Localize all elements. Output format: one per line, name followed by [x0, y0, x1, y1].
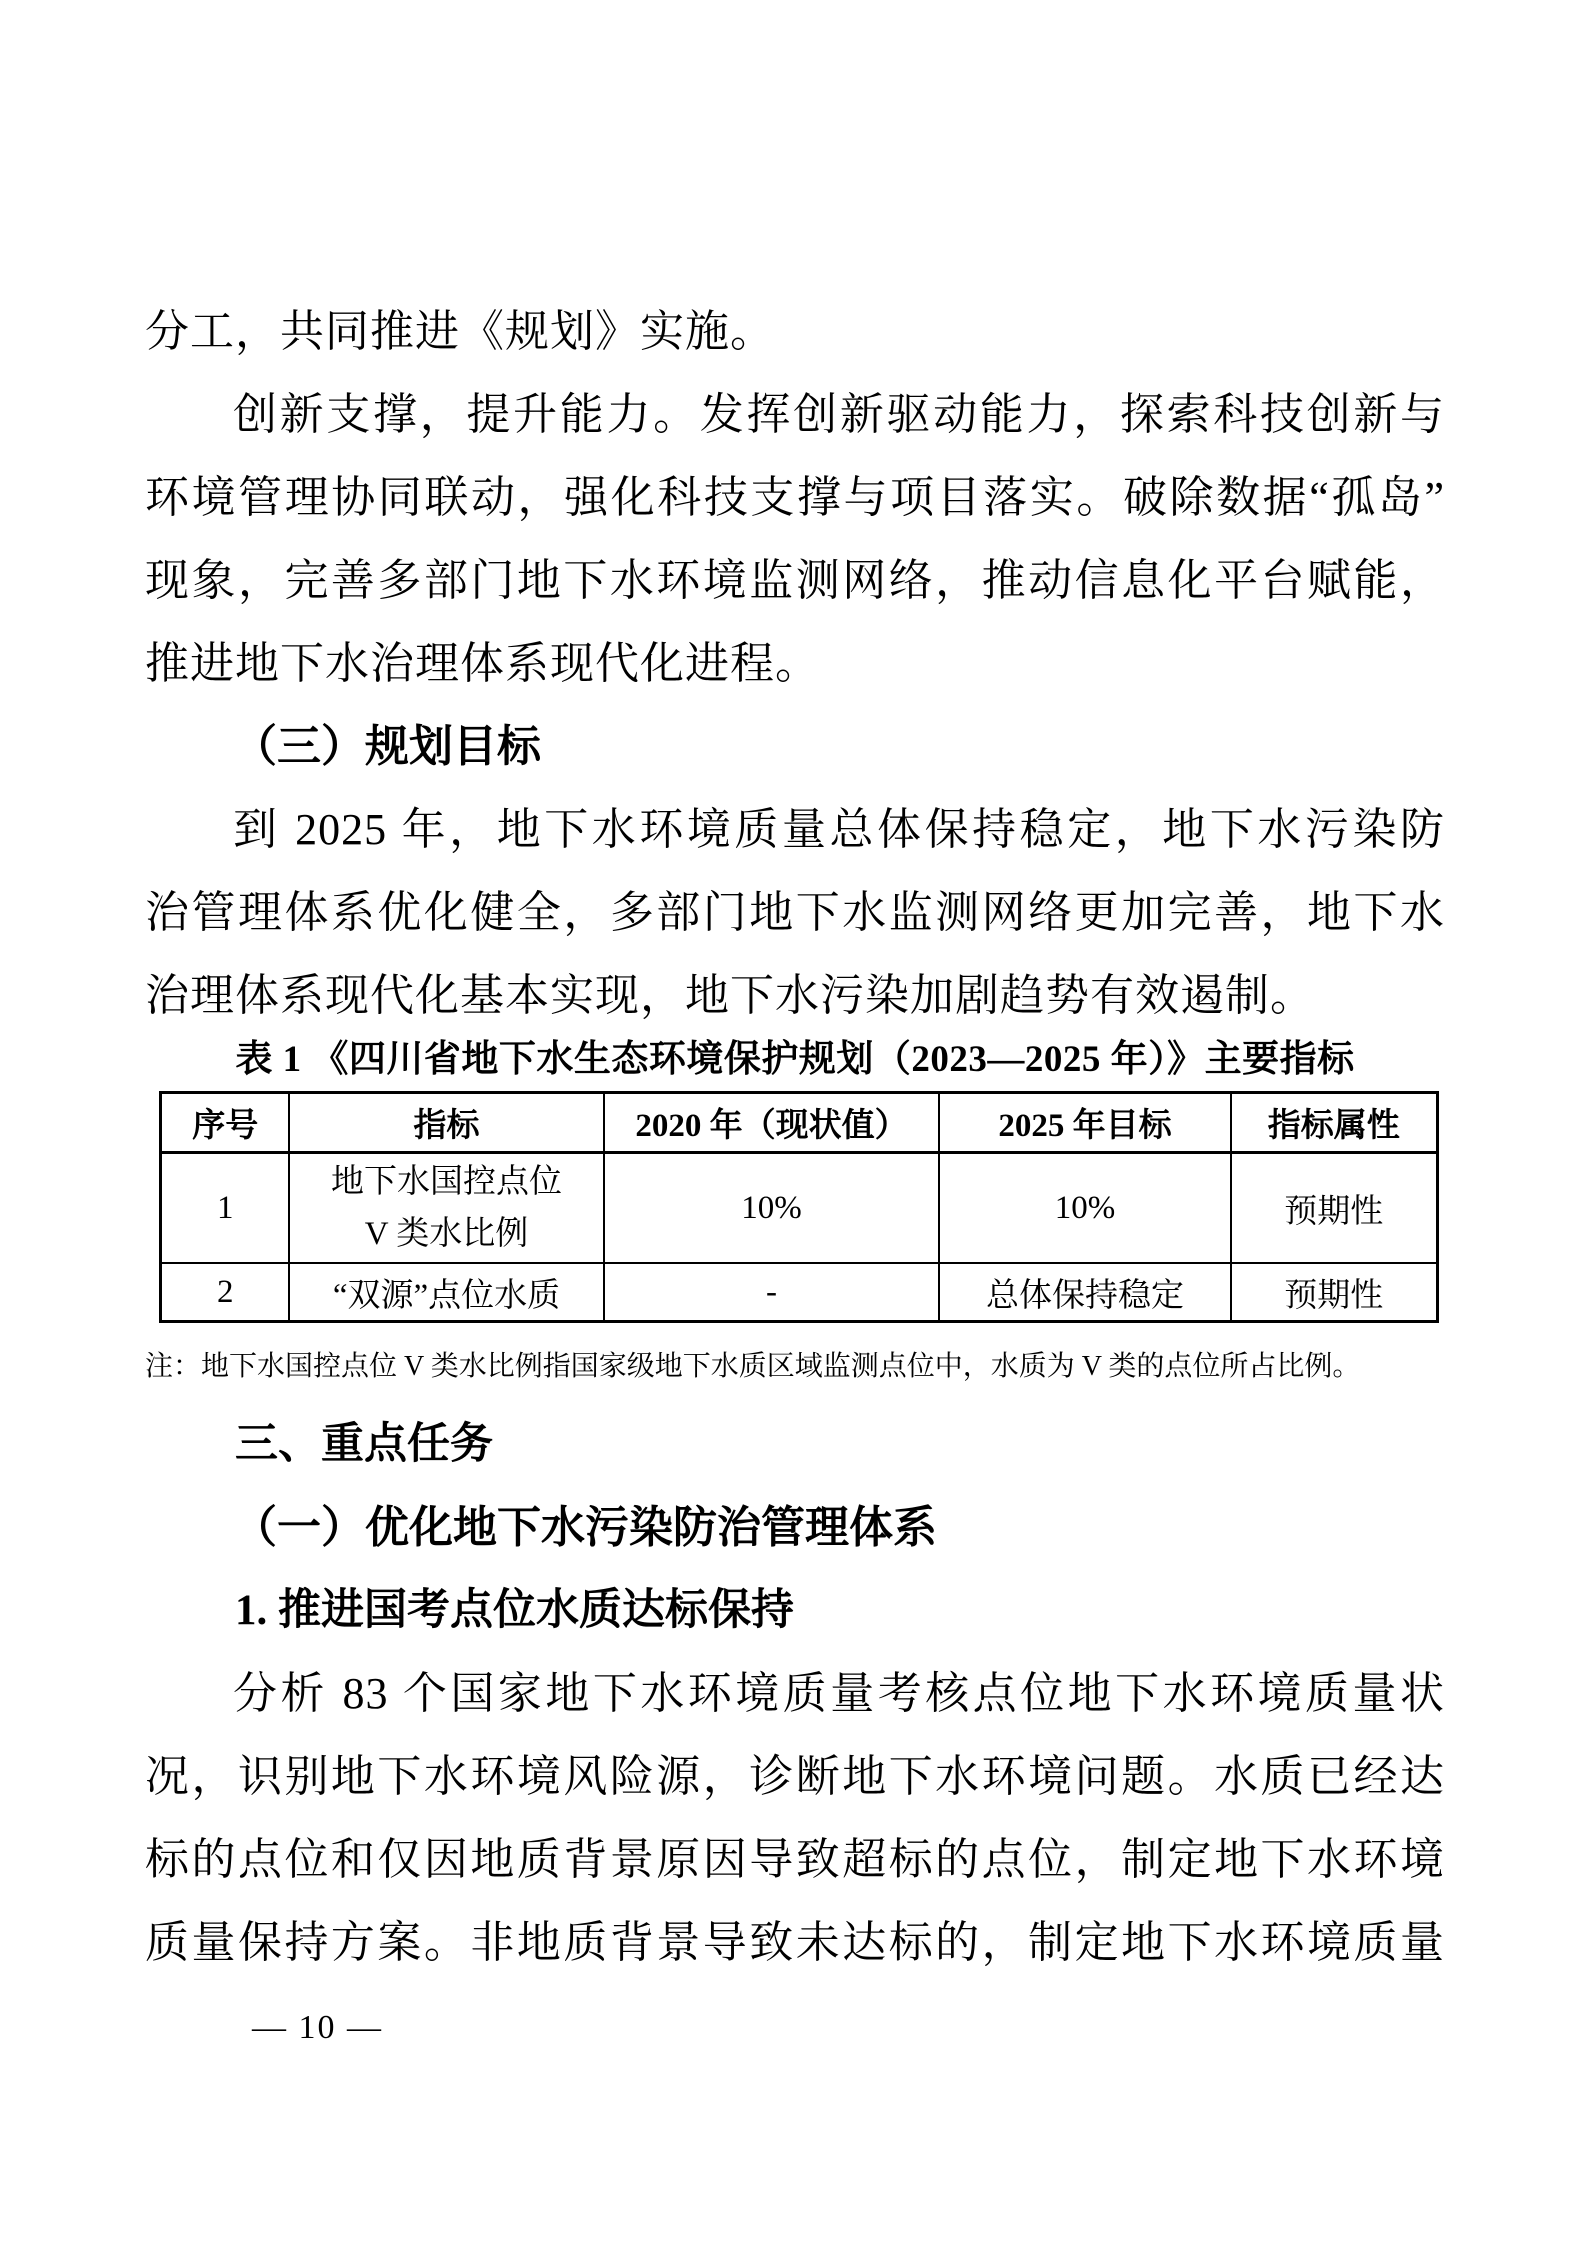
header-cell-indicator: 指标	[289, 1093, 603, 1153]
spacer	[145, 1387, 1445, 1403]
paragraph-4-line-4: 质量保持方案。非地质背景导致未达标的，制定地下水环境质量	[145, 1918, 1445, 1967]
table-caption: 表 1 《四川省地下水生态环境保护规划（2023—2025 年）》主要指标	[235, 1039, 1355, 1080]
paragraph-3-line-2: 治管理体系优化健全，多部门地下水监测网络更加完善，地下水	[145, 888, 1445, 937]
heading-section-3-planning-goals: （三）规划目标	[233, 722, 541, 771]
cell-row2-2025: 总体保持稳定	[939, 1263, 1230, 1322]
cell-row1-attribute: 预期性	[1231, 1153, 1438, 1264]
cell-row2-number: 2	[161, 1263, 290, 1322]
cell-row1-2020: 10%	[604, 1153, 940, 1264]
cell-row2-attribute: 预期性	[1231, 1263, 1438, 1322]
cell-row1-indicator	[289, 1153, 603, 1264]
heading-section-1-optimize-management: （一）优化地下水污染防治管理体系	[233, 1503, 937, 1552]
paragraph-2-line-1: 创新支撑，提升能力。发挥创新驱动能力，探索科技创新与	[233, 390, 1445, 439]
document-content	[145, 290, 1445, 1984]
paragraph-2-line-4: 推进地下水治理体系现代化进程。	[145, 639, 820, 688]
table-footnote: 注：地下水国控点位 V 类水比例指国家级地下水质区域监测点位中，水质为 V 类的点位所占比例。	[145, 1351, 1361, 1382]
header-cell-2025: 2025 年目标	[939, 1093, 1230, 1153]
cell-row1-number: 1	[161, 1153, 290, 1264]
paragraph-4-line-1: 分析 83 个国家地下水环境质量考核点位地下水环境质量状	[233, 1669, 1445, 1718]
paragraph-2-line-2: 环境管理协同联动，强化科技支撑与项目落实。破除数据“孤岛”	[145, 473, 1445, 522]
indicators-table	[159, 1091, 1439, 1323]
cell-row1-indicator-line1: 地下水国控点位	[331, 1164, 563, 1200]
heading-item-1-national-points: 1. 推进国考点位水质达标保持	[235, 1587, 794, 1634]
paragraph-4-line-3: 标的点位和仅因地质背景原因导致超标的点位，制定地下水环境	[145, 1835, 1445, 1884]
heading-chapter-3-key-tasks: 三、重点任务	[235, 1420, 493, 1468]
table-row	[161, 1153, 1438, 1264]
cell-row1-indicator-line2: V 类水比例	[364, 1216, 529, 1252]
paragraph-1-line-1: 分工，共同推进《规划》实施。	[145, 307, 775, 356]
header-cell-2020: 2020 年（现状值）	[604, 1093, 940, 1153]
cell-row2-indicator: “双源”点位水质	[289, 1263, 603, 1322]
paragraph-2-line-3: 现象，完善多部门地下水环境监测网络，推动信息化平台赋能，	[145, 556, 1445, 605]
paragraph-3-line-1: 到 2025 年，地下水环境质量总体保持稳定，地下水污染防	[233, 805, 1445, 854]
page-number: — 10 —	[252, 2009, 383, 2046]
paragraph-3-line-3: 治理体系现代化基本实现，地下水污染加剧趋势有效遏制。	[145, 971, 1315, 1020]
header-cell-number: 序号	[161, 1093, 290, 1153]
cell-row1-2025: 10%	[939, 1153, 1230, 1264]
paragraph-4-line-2: 况，识别地下水环境风险源，诊断地下水环境问题。水质已经达	[145, 1752, 1445, 1801]
cell-row2-2020: -	[604, 1263, 940, 1322]
header-cell-attribute: 指标属性	[1231, 1093, 1438, 1153]
table-header-row	[161, 1093, 1438, 1153]
table-row	[161, 1263, 1438, 1322]
